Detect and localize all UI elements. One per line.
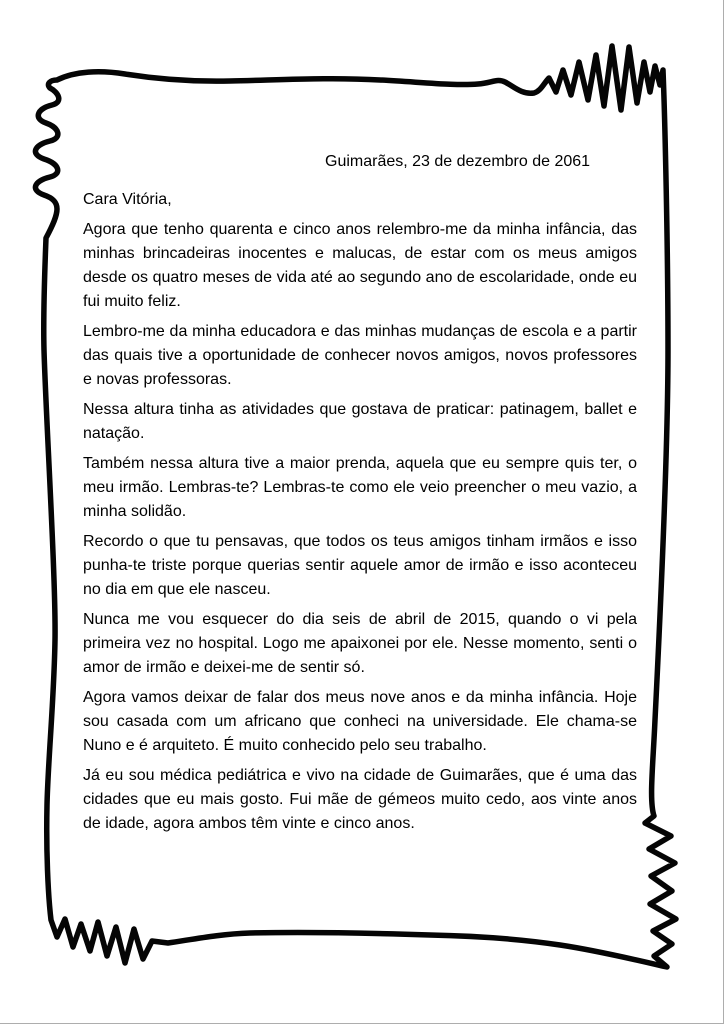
letter-paragraph: Nessa altura tinha as atividades que gostava de praticar: patinagem, ballet e natação. xyxy=(83,401,637,442)
letter-dateline: Guimarães, 23 de dezembro de 2061 xyxy=(325,153,591,170)
letter-paragraph: Já eu sou médica pediátrica e vivo na cidade de Guimarães, que é uma das cidades que eu mais gosto. Fui mãe de gémeos muito cedo, aos vinte anos de idade, agora ambos têm vinte e cinco anos. xyxy=(83,767,637,832)
letter-paragraph: Nunca me vou esquecer do dia seis de abril de 2015, quando o vi pela primeira vez no hospital. Logo me apaixonei por ele. Nesse momento, senti o amor de irmão e deixei-me de sentir só. xyxy=(83,611,637,676)
letter-paragraph: Agora que tenho quarenta e cinco anos relembro-me da minha infância, das minhas brincadeiras inocentes e malucas, de estar com os meus amigos desde os quatro meses de vida até ao segundo ano de escolaridade, onde eu fui muito feliz. xyxy=(83,221,637,310)
letter-paragraph: Recordo o que tu pensavas, que todos os teus amigos tinham irmãos e isso punha-te triste porque querias sentir aquele amor de irmão e isso aconteceu no dia em que ele nasceu. xyxy=(83,533,637,598)
letter-paragraph: Também nessa altura tive a maior prenda, aquela que eu sempre quis ter, o meu irmão. Lembras-te? Lembras-te como ele veio preencher o meu vazio, a minha solidão. xyxy=(83,455,637,520)
letter-body xyxy=(83,150,637,842)
letter-salutation: Cara Vitória, xyxy=(83,191,172,208)
letter-paragraph: Lembro-me da minha educadora e das minhas mudanças de escola e a partir das quais tive a oportunidade de conhecer novos amigos, novos professores e novas professoras. xyxy=(83,323,637,388)
letter-paragraph: Agora vamos deixar de falar dos meus nove anos e da minha infância. Hoje sou casada com um africano que conheci na universidade. Ele chama-se Nuno e é arquiteto. É muito conhecido pelo seu trabalho. xyxy=(83,689,637,754)
